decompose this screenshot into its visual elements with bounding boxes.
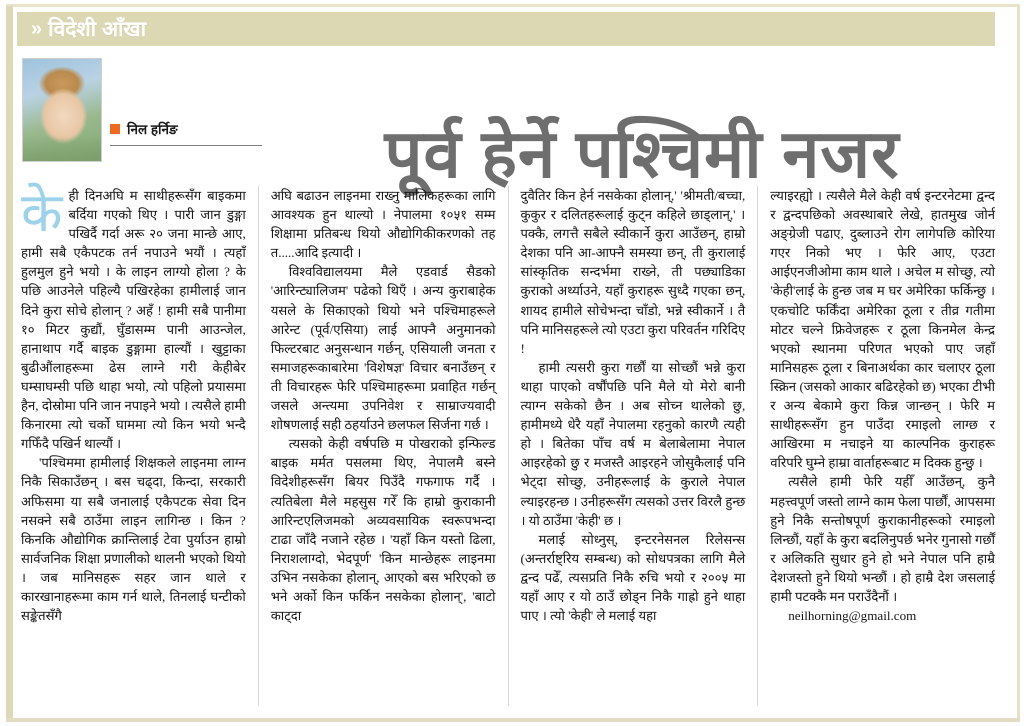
byline-bullet-icon	[110, 124, 120, 134]
page-content	[17, 10, 1012, 714]
column-1-paragraph-1	[21, 183, 246, 453]
column-4-paragraph-1: ल्याइरह्यो । त्यसैले मैले केही वर्ष इन्टरनेटमा द्वन्द र द्वन्दपछिको अवस्थाबारे लेखे, हातमुख जोर्न अङ्ग्रेजी पढाए, दुब्लाउने रोग लागेपछि कोरिया गएर निको भए । फेरि आए, एउटा आईएनजीओमा काम थाले । अचेल म सोच्छु, त्यो 'केही'लाई के हुन्छ जब म घर अमेरिका फर्किन्छु । एकचोटि फर्किँदा अमेरिका ठूला र तीव्र गतीमा मोटर चल्ने फ्रिवेजहरू र ठूला किनमेल केन्द्र भएको स्थानमा परिणत भएको पाए जहाँ मानिसहरू ठूला र बिनाअर्थका कार चलाएर ठूला स्क्रिन (जसको आकार बढिरहेको छ) भएका टीभी र अन्य बेकामे कुरा किन्न जान्छन् । फेरि म साथीहरूसँग हुन पाउँदा रमाइलो लाग्छ र आखिरमा म नचाइने या काल्पनिक कुराहरू वरिपरि घुम्ने हाम्रा वार्ताहरूबाट म दिक्क हुन्छु ।	[770, 188, 995, 471]
column-1	[17, 183, 258, 706]
article-masthead	[17, 54, 1007, 192]
byline-rule	[110, 145, 262, 146]
author-photo	[22, 58, 102, 162]
column-2-paragraph-1: अघि बढाउन लाइनमा राख्नु मालिकहरूका लागि आवश्यक हुन थाल्यो । नेपालमा १०५१ सम्म शिक्षामा प्रतिबन्ध थियो औद्योगिकीकरणको तह त.....आदि इत्यादी ।	[270, 188, 496, 261]
article-columns	[17, 183, 1007, 706]
column-1-paragraph-1-text: ही दिनअघि म साथीहरूसँग बाइकमा बर्दिया गएको थिए । पारी जान डुङ्गा पखिर्दै गर्दा अरू २० जना मान्छे आए, हामी सबै एकैपटक तर्न नपाउने भयौं । त्यहाँ हुलमुल हुने भयो । के लाइन लाग्यो होला ? के पछि आउनेले पहिल्यै पखिरहेका हामीलाई जान दिने कुरा सोचे होलान् ? अहँ ! हामी सबै पानीमा १० मिटर कुद्यौं, घुँडासम्म पानी आउन्जेल, हानाथाप गर्दै बाइक डुङ्गामा हाल्यौं । खुट्टाका बुढीऔंलाहरूमा ढेस लाग्ने गरी केहीबेर घम्साघम्सी पछि थाहा भयो, त्यो पहिलो प्रयासमा हैन, दोस्रोमा पनि जान नपाइने भयो । त्यसैले हामी किनारमा त्यो चर्को घाममा त्यो किन भयो भन्दै गफिँदै पखिर्न थाल्यौं ।	[21, 188, 246, 452]
column-3-paragraph-2: हामी त्यसरी कुरा गर्छौं या सोच्छौं भन्ने कुरा थाहा पाएको वर्षौंपछि पनि मैले यो मेरो बानी त्याग्न सकेको छैन । अब सोच्न थालेको छु, हामीमध्ये धेरै यहाँ नेपालमा रहनुको कारणै त्यही हो । बितेका पाँच वर्ष म बेलाबेलामा नेपाल आइरहेको छु र मजस्तै आइरहने जोसुकैलाई पनि भेट्दा सोच्छु, उनीहरूलाई के कुराले नेपाल ल्याइरहन्छ । उनीहरूसँग त्यसको उत्तर विरलै हुन्छ । यो ठाउँमा 'केही' छ ।	[520, 359, 746, 528]
page-border-left	[6, 6, 13, 720]
column-2	[258, 186, 508, 706]
column-4	[757, 186, 1007, 706]
drop-cap: के	[21, 183, 63, 243]
column-3	[508, 186, 758, 706]
page-border-bottom	[6, 718, 1020, 722]
section-kicker-bar	[17, 12, 995, 46]
column-2-paragraph-2: विश्वविद्यालयमा मैले एडवार्ड सैडको 'आरिन्ट्यालिजम' पढेको थिएँ । अन्य कुराबाहेक यसले के सिकाएको थियो भने पश्चिमाहरूले आरेन्ट (पूर्व​/एसिया) लाई आफ्नै अनुमानको फिल्टरबाट अनुसन्धान गर्छन्, एसियाली जनता र समाजहरूकाबारेमा 'विशेषज्ञ' विचार बनाउँछन् र ती विचारहरू फेरि पश्चिमाहरूमा प्रवाहित गर्छन् जसले अन्त्यमा उपनिवेश र साम्राज्यवादी शोषणलाई सही ठहर्याउने छलफल सिर्जना गर्छ ।	[270, 264, 496, 433]
column-1-paragraph-2: 'पश्चिममा हामीलाई शिक्षकले लाइनमा लाग्न निकै सिकाउँछन् । बस चढ्दा, किन्दा, सरकारी अफिसमा या सबै जनालाई एकैपटक सेवा दिन नसक्ने सबै ठाउँमा लाइन लागिन्छ । किन ? किनकि औद्योगिक क्रान्तिलाई टेवा पुर्याउन हाम्रो सार्वजनिक शिक्षा प्रणालीको थालनी भएको थियो । जब मानिसहरू सहर जान थाले र कारखानाहरूमा काम गर्न थाले, तिनलाई घन्टीको सङ्केतसँगै	[21, 455, 246, 624]
column-3-paragraph-1: दुवैतिर किन हेर्न नसकेका होलान्,' 'श्रीमती​/बच्चा, कुकुर र दलितहरूलाई कुट्न कहिले छाड्लान्,' । पक्कै, लगत्तै सबैले स्वीकार्ने कुरा आउँछन्, हाम्रो देशका पनि आ-आफ्नै समस्या छन्, ती कुरालाई सांस्कृतिक सन्दर्भमा राख्ने, ती पछ्याडिका कुराको अर्थ्याउने, यहाँ कुराहरू सुध्दै गएका छन्, शायद हामीले सोचेभन्दा चाँडो, भन्ने स्वीकार्ने । तै पनि मानिसहरूले त्यो एउटा कुरा परिवर्तन गरिदिए !	[520, 188, 746, 356]
author-block	[22, 58, 272, 162]
page-border-top	[6, 4, 1020, 7]
column-4-paragraph-2: त्यसैले हामी फेरि यहीँ आउँछन्, कुनै महत्त्वपूर्ण जस्तो लाग्ने काम फेला पार्छौं, आपसमा हुने निकै सन्तोषपूर्ण कुराकानीहरूको रमाइलो लिन्छौं, यहाँ के कुरा बदलिनुपर्छ भनेर गुनासो गर्छौं र अलिकति सुधार हुने हो भने नेपाल पनि हाम्रै देशजस्तो हुने थियो भन्छौं । हो हाम्रै देश जसलाई हामी पटक्कै मन पराउँदैनौं ।	[770, 474, 995, 604]
page-border-right	[1017, 6, 1020, 720]
author-name: निल हर्निङ	[127, 122, 178, 137]
article-headline: पूर्व हेर्ने पश्चिमी नजर	[384, 116, 900, 192]
section-label: विदेशी आँखा	[48, 17, 147, 41]
double-chevron-right-icon: »	[31, 18, 41, 40]
column-3-paragraph-3: मलाई सोध्नुस्, इन्टरनेसनल रिलेसन्स (अन्तर्राष्ट्रिय सम्बन्ध) को सोधपत्रका लागि मैले द्वन्द पढेँ, त्यसप्रति निकै रुचि भयो र २००५ मा यहाँ आए र यो ठाउँ छोड्न निकै गाह्रो हुने थाहा पाए । त्यो 'केही' ले मलाई यहा	[520, 531, 746, 624]
author-email[interactable]: neilhorning@gmail.com	[788, 608, 917, 624]
column-2-paragraph-3: त्यसको केही वर्षपछि म पोखराको इन्फिल्ड बाइक मर्मत पसलमा थिए, नेपालमै बस्ने विदेशीहरूसँग बियर पिउँदै गफगाफ गर्दै । त्यतिबेला मैले महसुस गरेँ कि हाम्रो कुराकानी आरिन्टएलिजमको अव्यवसायिक स्वरूपभन्दा टाढा जाँदै नजाने रहेछ । 'यहाँ किन यस्तो ढिला, निराशलाग्दो, भेदपूर्ण' 'किन मान्छेहरू लाइनमा उभिन नसकेका होलान्, आएको बस भरिएको छ भने अर्को किन फर्किन नसकेका होलान्', 'बाटो काट्दा	[270, 436, 496, 624]
byline	[110, 120, 268, 146]
